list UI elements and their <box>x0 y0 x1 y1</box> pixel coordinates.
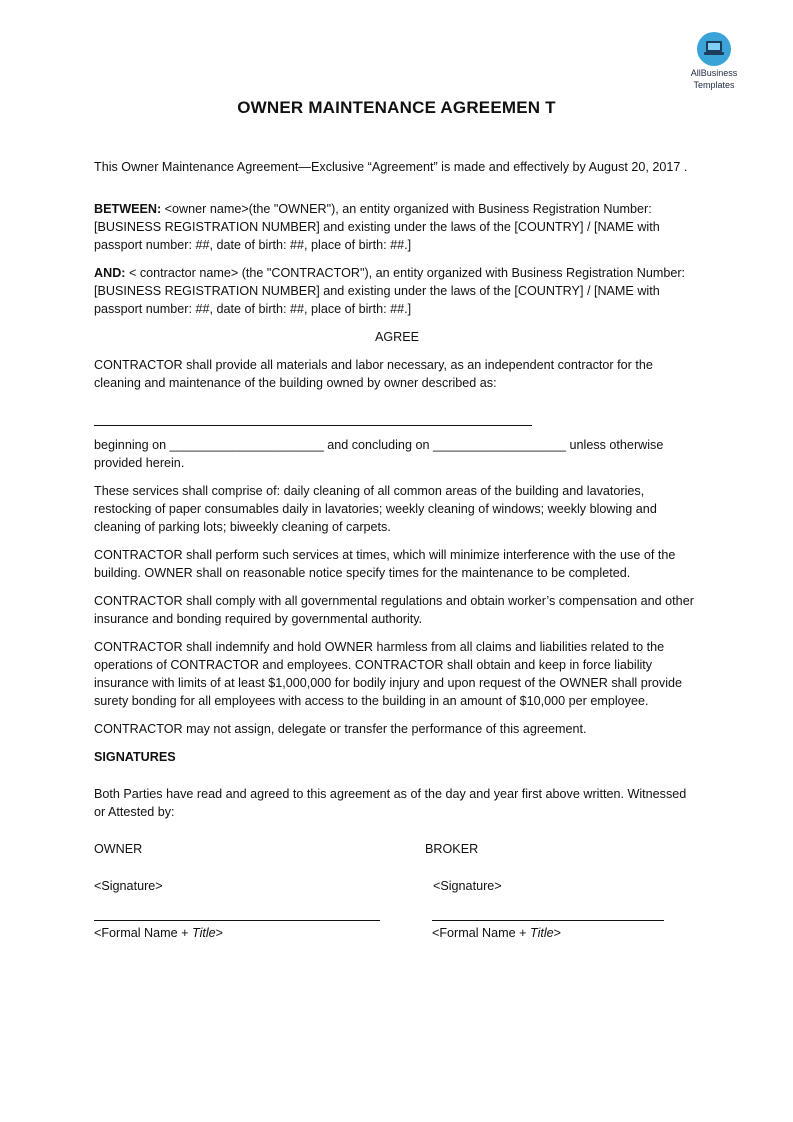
between-text: <owner name>(the "OWNER"), an entity organized with Business Registration Number: [BUSINESS REGISTRATION NUMBER] and existing under the laws of the [COUNTRY] / [NAME with passport number: ##, date of birth: ##, place of birth: ##.] <box>94 202 660 252</box>
broker-formal-name-suffix: > <box>553 926 562 940</box>
broker-label: BROKER <box>425 842 479 856</box>
owner-label: OWNER <box>94 842 143 856</box>
and-text: < contractor name> (the "CONTRACTOR"), an entity organized with Business Registration Number: [BUSINESS REGISTRATION NUMBER] and existing under the laws of the [COUNTRY] / [NAME with passport number: ##, date of birth: ##, place of birth: ##.] <box>94 266 686 316</box>
term-paragraph: beginning on ______________________ and concluding on ___________________ unless otherwise provided herein. <box>94 438 664 470</box>
owner-formal-name-suffix: > <box>215 926 224 940</box>
document-body <box>94 158 700 942</box>
assign-paragraph: CONTRACTOR may not assign, delegate or transfer the performance of this agreement. <box>94 722 587 736</box>
broker-signature-line <box>432 920 664 921</box>
laptop-icon <box>697 32 731 66</box>
intro-paragraph: This Owner Maintenance Agreement—Exclusive “Agreement” is made and effectively by August 20, 2017 . <box>94 160 688 174</box>
agree-heading: AGREE <box>374 330 420 344</box>
times-paragraph: CONTRACTOR shall perform such services at times, which will minimize interference with the use of the building. OWNER shall on reasonable notice specify times for the maintenance to be completed. <box>94 548 676 580</box>
broker-signature-placeholder: <Signature> <box>433 879 502 893</box>
owner-formal-name-prefix: <Formal Name + <box>94 926 192 940</box>
and-paragraph <box>94 264 700 318</box>
formal-name-row <box>94 924 700 942</box>
broker-formal-name <box>432 924 561 942</box>
services-paragraph: These services shall comprise of: daily cleaning of all common areas of the building and lavatories, restocking of paper consumables daily in lavatories; weekly cleaning of windows; weekly blowing and cleaning of parking lots; biweekly cleaning of carpets. <box>94 484 657 534</box>
broker-formal-name-title: Title <box>529 926 554 940</box>
signatures-heading: SIGNATURES <box>94 750 176 764</box>
building-description-blank <box>94 411 532 426</box>
document-title: OWNER MAINTENANCE AGREEMEN T <box>237 98 556 117</box>
witness-paragraph: Both Parties have read and agreed to this agreement as of the day and year first above written. Witnessed or Attested by: <box>94 787 687 819</box>
owner-signature-placeholder: <Signature> <box>94 879 163 893</box>
indemnify-paragraph: CONTRACTOR shall indemnify and hold OWNER harmless from all claims and liabilities related to the operations of CONTRACTOR and employees. CONTRACTOR shall obtain and keep in force liability insurance with limits of at least $1,000,000 for bodily injury and upon request of the OWNER shall provide surety bonding for all employees with access to the building in an amount of $10,000 per employee. <box>94 640 683 708</box>
signature-placeholders-row <box>94 877 700 895</box>
owner-formal-name-title: Title <box>191 926 216 940</box>
signature-lines-row <box>94 920 700 922</box>
owner-formal-name <box>94 924 223 942</box>
logo-text-line1: AllBusiness <box>690 68 738 78</box>
materials-paragraph: CONTRACTOR shall provide all materials and labor necessary, as an independent contractor for the cleaning and maintenance of the building owned by owner described as: <box>94 358 653 390</box>
signatory-labels-row <box>94 840 700 858</box>
regulations-paragraph: CONTRACTOR shall comply with all governmental regulations and obtain worker’s compensation and other insurance and bonding required by governmental authority. <box>94 594 694 626</box>
broker-formal-name-prefix: <Formal Name + <box>432 926 530 940</box>
allbusiness-logo <box>682 32 746 90</box>
between-label: BETWEEN: <box>94 202 162 216</box>
and-label: AND: <box>94 266 126 280</box>
owner-signature-line <box>94 920 380 921</box>
logo-text-line2: Templates <box>693 80 735 90</box>
between-paragraph <box>94 200 700 254</box>
